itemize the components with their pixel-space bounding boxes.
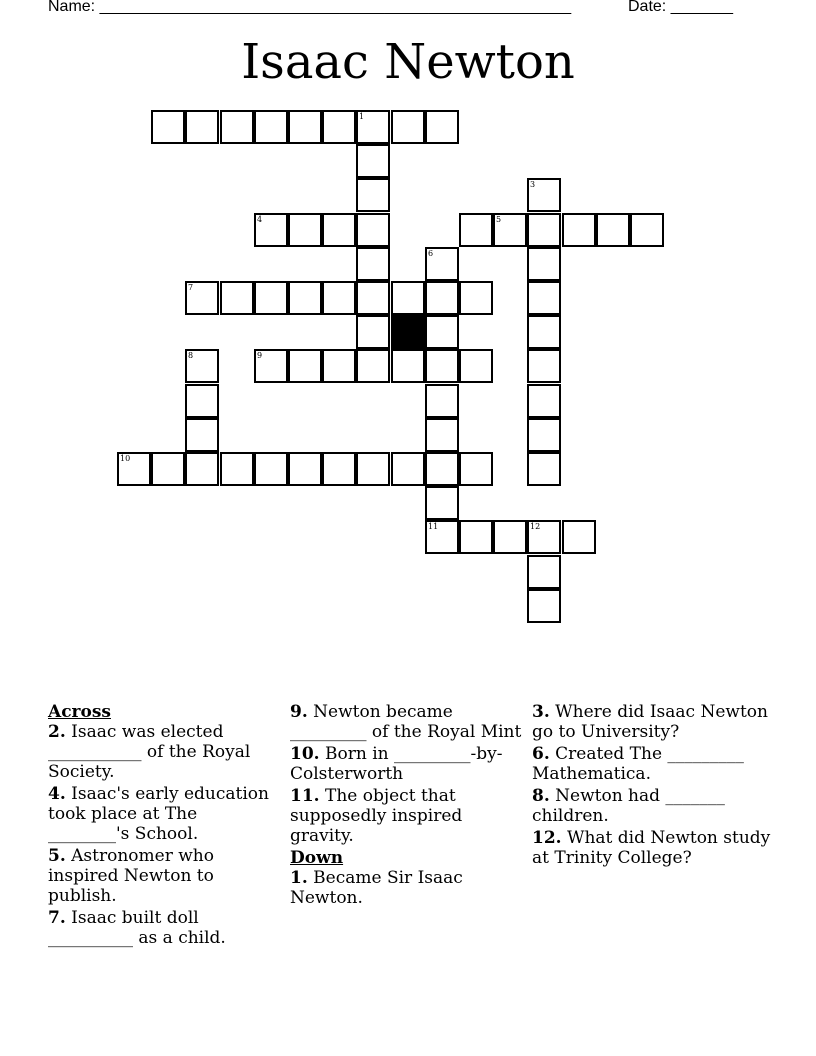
grid-cell[interactable]	[425, 452, 459, 486]
grid-cell[interactable]	[527, 213, 561, 247]
grid-cell[interactable]	[527, 247, 561, 281]
grid-cell[interactable]	[220, 452, 254, 486]
clue-down-6: 6. Created The _________ Mathematica.	[532, 744, 744, 784]
clue-down-3: 3. Where did Isaac Newton go to University?	[532, 702, 768, 742]
grid-cell[interactable]	[596, 213, 630, 247]
grid-cell[interactable]	[356, 178, 390, 212]
grid-cell[interactable]	[527, 281, 561, 315]
name-field-label: Name: _____________________________________________________	[48, 0, 572, 15]
grid-cell[interactable]	[322, 349, 356, 383]
grid-cell[interactable]	[630, 213, 664, 247]
grid-cell[interactable]	[322, 281, 356, 315]
grid-cell[interactable]	[254, 349, 288, 383]
grid-cell[interactable]	[254, 110, 288, 144]
grid-cell[interactable]	[527, 589, 561, 623]
grid-cell[interactable]	[288, 213, 322, 247]
grid-cell[interactable]	[151, 110, 185, 144]
cell-number: 4	[257, 215, 263, 224]
cell-number: 6	[428, 249, 434, 258]
grid-cell[interactable]	[425, 247, 459, 281]
grid-cell[interactable]	[459, 452, 493, 486]
grid-cell[interactable]	[322, 213, 356, 247]
clue-across-2: 2. Isaac was elected ___________ of the Royal Society.	[48, 722, 251, 782]
grid-cell[interactable]	[185, 452, 219, 486]
cell-number: 8	[188, 351, 194, 360]
grid-cell[interactable]	[185, 349, 219, 383]
cell-number: 10	[120, 454, 131, 463]
grid-cell[interactable]	[391, 281, 425, 315]
clue-across-11: 11. The object that supposedly inspired gravity.	[290, 786, 463, 846]
grid-cell[interactable]	[220, 110, 254, 144]
clues-column-3	[532, 702, 772, 870]
grid-cell[interactable]	[185, 110, 219, 144]
grid-cell[interactable]	[356, 247, 390, 281]
grid-cell[interactable]	[527, 315, 561, 349]
grid-cell[interactable]	[356, 144, 390, 178]
grid-cell[interactable]	[493, 520, 527, 554]
grid-cell[interactable]	[493, 213, 527, 247]
grid-cell[interactable]	[459, 213, 493, 247]
grid-cell[interactable]	[254, 281, 288, 315]
grid-cell[interactable]	[288, 110, 322, 144]
grid-cell[interactable]	[356, 315, 390, 349]
grid-cell[interactable]	[288, 452, 322, 486]
grid-cell[interactable]	[459, 281, 493, 315]
grid-cell[interactable]	[425, 486, 459, 520]
grid-cell[interactable]	[562, 213, 596, 247]
cell-number: 5	[496, 215, 502, 224]
cell-number: 11	[428, 522, 439, 531]
down-heading: Down	[290, 848, 344, 868]
cell-number: 7	[188, 283, 194, 292]
clue-across-7: 7. Isaac built doll __________ as a child.	[48, 908, 226, 948]
grid-cell[interactable]	[425, 384, 459, 418]
grid-cell[interactable]	[322, 452, 356, 486]
grid-cell[interactable]	[356, 349, 390, 383]
grid-cell[interactable]	[356, 452, 390, 486]
grid-cell[interactable]	[562, 520, 596, 554]
grid-cell[interactable]	[356, 110, 390, 144]
clue-across-5: 5. Astronomer who inspired Newton to publish.	[48, 846, 214, 906]
grid-cell[interactable]	[254, 213, 288, 247]
cell-number: 12	[530, 522, 541, 531]
grid-cell[interactable]	[527, 384, 561, 418]
grid-cell[interactable]	[322, 110, 356, 144]
grid-cell[interactable]	[527, 178, 561, 212]
grid-cell[interactable]	[527, 452, 561, 486]
cell-number: 9	[257, 351, 263, 360]
grid-cell[interactable]	[425, 418, 459, 452]
grid-cell[interactable]	[254, 452, 288, 486]
grid-cell[interactable]	[185, 418, 219, 452]
grid-cell[interactable]	[425, 520, 459, 554]
cell-number: 1	[359, 112, 365, 121]
grid-cell[interactable]	[459, 349, 493, 383]
grid-cell[interactable]	[527, 418, 561, 452]
grid-cell[interactable]	[288, 281, 322, 315]
grid-cell[interactable]	[391, 452, 425, 486]
grid-cell[interactable]	[425, 315, 459, 349]
grid-cell[interactable]	[220, 281, 254, 315]
grid-cell[interactable]	[425, 349, 459, 383]
cell-number: 3	[530, 180, 536, 189]
clue-across-4: 4. Isaac's early education took place at The ________'s School.	[48, 784, 269, 844]
grid-cell[interactable]	[185, 384, 219, 418]
grid-cell[interactable]	[527, 349, 561, 383]
puzzle-title: Isaac Newton	[241, 34, 575, 90]
clues-column-1	[48, 702, 280, 950]
black-cell	[391, 315, 425, 349]
grid-cell[interactable]	[527, 555, 561, 589]
clue-across-9: 9. Newton became _________ of the Royal Mint	[290, 702, 522, 742]
grid-cell[interactable]	[288, 349, 322, 383]
grid-cell[interactable]	[356, 213, 390, 247]
grid-cell[interactable]	[425, 110, 459, 144]
across-heading: Across	[48, 702, 111, 722]
clue-across-10: 10. Born in _________-by-Colsterworth	[290, 744, 503, 784]
grid-cell[interactable]	[391, 110, 425, 144]
grid-cell[interactable]	[356, 281, 390, 315]
grid-cell[interactable]	[185, 281, 219, 315]
clue-down-1: 1. Became Sir Isaac Newton.	[290, 868, 463, 908]
grid-cell[interactable]	[117, 452, 151, 486]
clue-down-12: 12. What did Newton study at Trinity College?	[532, 828, 771, 868]
grid-cell[interactable]	[151, 452, 185, 486]
clues-column-2	[290, 702, 526, 910]
grid-cell[interactable]	[425, 281, 459, 315]
grid-cell[interactable]	[391, 349, 425, 383]
grid-cell[interactable]	[459, 520, 493, 554]
grid-cell[interactable]	[527, 520, 561, 554]
clue-down-8: 8. Newton had _______ children.	[532, 786, 725, 826]
date-field-label: Date: _______	[628, 0, 733, 15]
